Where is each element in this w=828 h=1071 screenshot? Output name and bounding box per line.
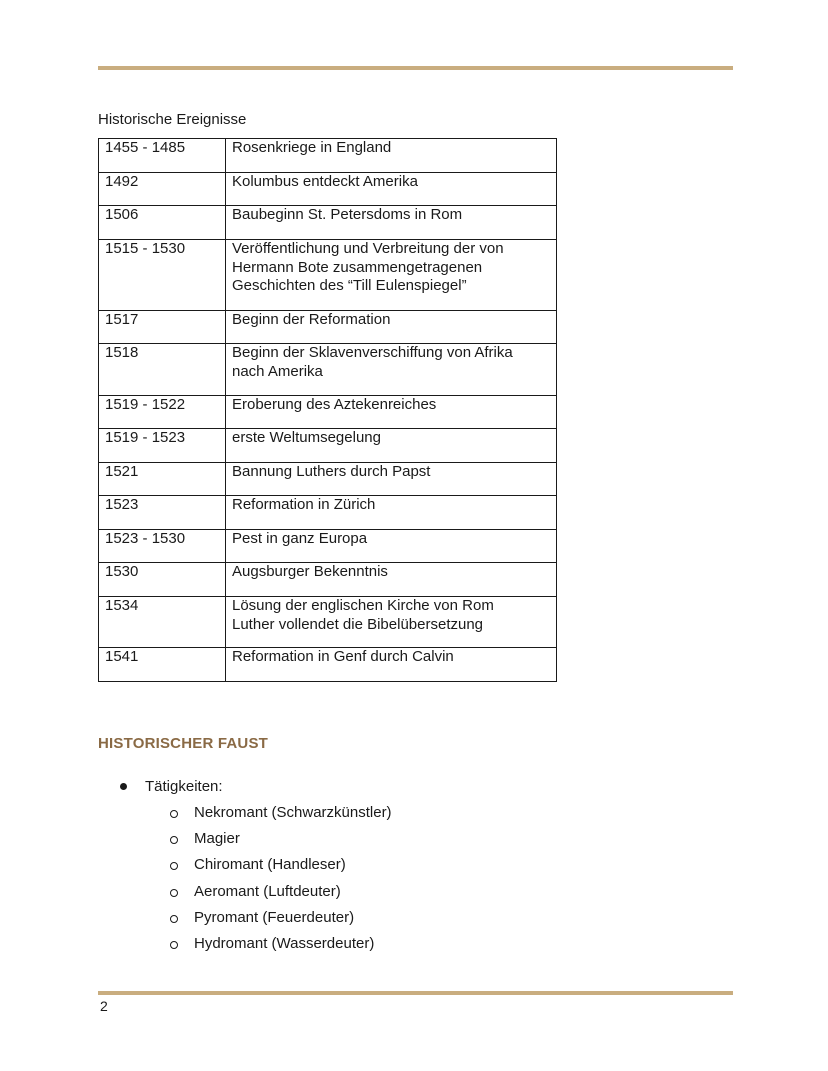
table-row: [99, 311, 557, 344]
event-cell: erste Weltumsegelung: [226, 429, 557, 463]
year-cell: 1506: [99, 206, 226, 240]
year-cell: 1521: [99, 463, 226, 496]
table-row: [99, 530, 557, 563]
circle-bullet-icon: [170, 862, 178, 870]
list-item: [170, 828, 392, 854]
table-row: [99, 597, 557, 648]
list-item: [170, 881, 392, 907]
table-title: Historische Ereignisse: [98, 111, 247, 128]
event-cell: Bannung Luthers durch Papst: [226, 463, 557, 496]
footer-rule: [98, 991, 733, 995]
activity-text: Pyromant (Feuerdeuter): [194, 908, 355, 926]
page-number: 2: [100, 998, 108, 1014]
table-row: [99, 563, 557, 597]
year-cell: 1455 - 1485: [99, 139, 226, 173]
list-item: [170, 933, 392, 959]
table-row: [99, 139, 557, 173]
activity-text: Chiromant (Handleser): [194, 856, 346, 874]
table-row: [99, 173, 557, 206]
table-row: [99, 396, 557, 429]
event-cell: Rosenkriege in England: [226, 139, 557, 173]
year-cell: 1515 - 1530: [99, 240, 226, 311]
table-row: [99, 429, 557, 463]
activities-label: Tätigkeiten:: [145, 778, 223, 795]
header-rule: [98, 66, 733, 70]
event-cell: Reformation in Zürich: [226, 496, 557, 530]
event-cell: Baubeginn St. Petersdoms in Rom: [226, 206, 557, 240]
circle-bullet-icon: [170, 915, 178, 923]
event-cell: Veröffentlichung und Verbreitung der von Hermann Bote zusammengetragenen Geschichten des “Till Eulenspiegel”: [226, 240, 557, 311]
event-cell: Pest in ganz Europa: [226, 530, 557, 563]
circle-bullet-icon: [170, 810, 178, 818]
year-cell: 1534: [99, 597, 226, 648]
table-row: [99, 463, 557, 496]
year-cell: 1530: [99, 563, 226, 597]
activity-text: Aeromant (Luftdeuter): [194, 882, 341, 900]
circle-bullet-icon: [170, 836, 178, 844]
activity-text: Magier: [194, 830, 240, 848]
activities-list-item: [120, 776, 223, 798]
year-cell: 1519 - 1522: [99, 396, 226, 429]
activities-sublist: [170, 802, 392, 959]
event-cell: Beginn der Reformation: [226, 311, 557, 344]
year-cell: 1523 - 1530: [99, 530, 226, 563]
event-cell: Augsburger Bekenntnis: [226, 563, 557, 597]
year-cell: 1517: [99, 311, 226, 344]
activity-text: Hydromant (Wasserdeuter): [194, 934, 375, 952]
list-item: [170, 802, 392, 828]
year-cell: 1492: [99, 173, 226, 206]
table-row: [99, 206, 557, 240]
list-item: [170, 854, 392, 880]
year-cell: 1518: [99, 344, 226, 396]
circle-bullet-icon: [170, 889, 178, 897]
table-row: [99, 344, 557, 396]
section-heading: HISTORISCHER FAUST: [98, 735, 269, 752]
table-row: [99, 496, 557, 530]
events-table: [98, 138, 557, 682]
bullet-icon: [120, 783, 127, 790]
year-cell: 1541: [99, 648, 226, 682]
year-cell: 1519 - 1523: [99, 429, 226, 463]
event-cell: Lösung der englischen Kirche von Rom Luther vollendet die Bibelübersetzung: [226, 597, 557, 648]
year-cell: 1523: [99, 496, 226, 530]
event-cell: Reformation in Genf durch Calvin: [226, 648, 557, 682]
table-row: [99, 240, 557, 311]
list-item: [170, 907, 392, 933]
event-cell: Beginn der Sklavenverschiffung von Afrika nach Amerika: [226, 344, 557, 396]
event-cell: Kolumbus entdeckt Amerika: [226, 173, 557, 206]
event-cell: Eroberung des Aztekenreiches: [226, 396, 557, 429]
circle-bullet-icon: [170, 941, 178, 949]
table-row: [99, 648, 557, 682]
activity-text: Nekromant (Schwarzkünstler): [194, 804, 392, 821]
